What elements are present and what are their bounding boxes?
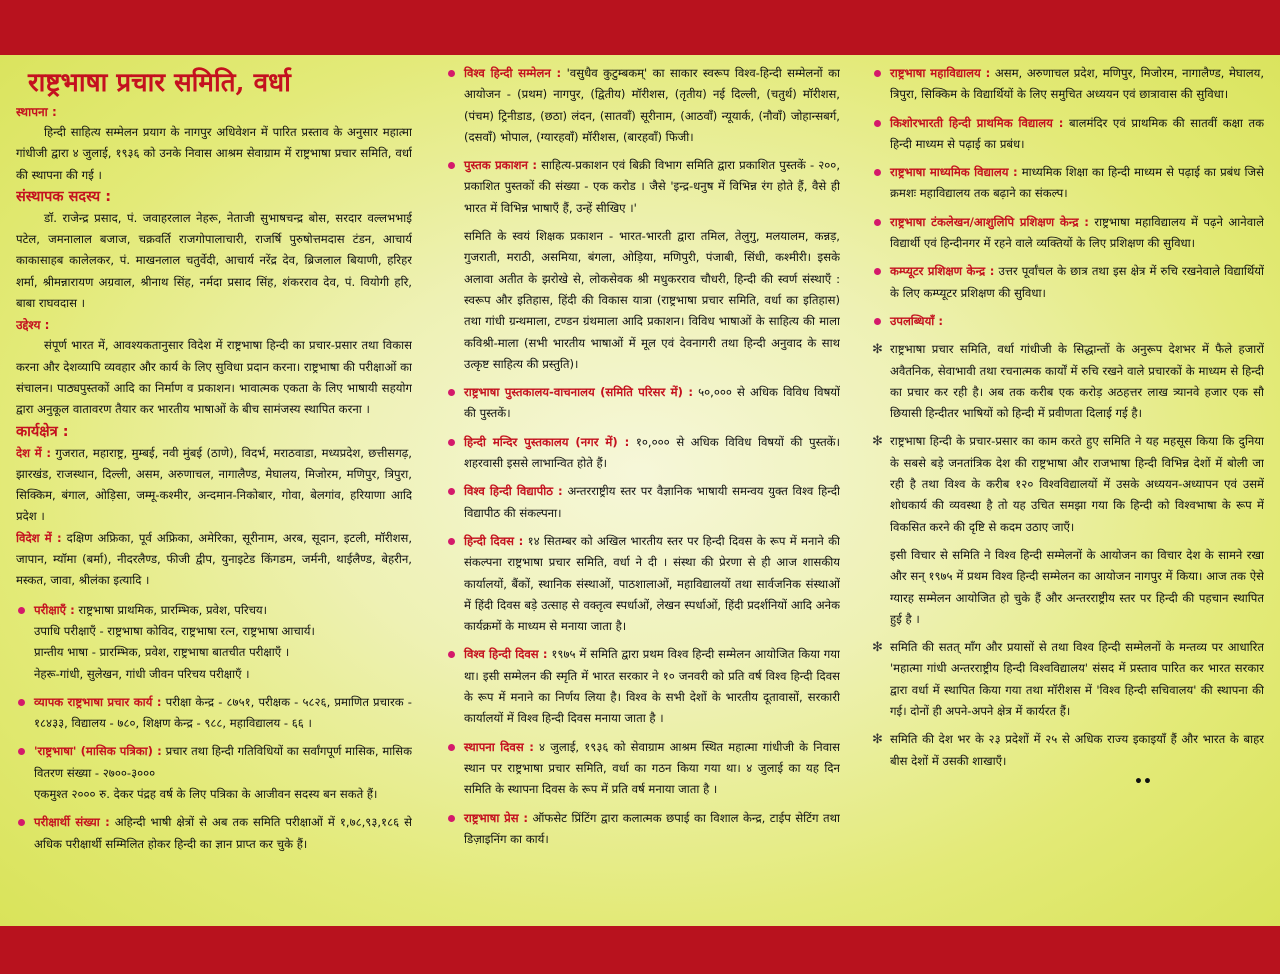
item-label: राष्ट्रभाषा पुस्तकालय-वाचनालय (समिति परिसर में) : [464, 385, 693, 400]
item-text: उत्तर पूर्वांचल के छात्र तथा इस क्षेत्र में रुचि रखनेवाले विद्यार्थियों के लिए कम्प्यूटर प्रशिक्षण की सुविधा। [890, 264, 1264, 300]
uddeshya-text: संपूर्ण भारत में, आवश्यकतानुसार विदेश में राष्ट्रभाषा हिन्दी का प्रचार-प्रसार तथा विकास करना और देशव्यापि व्यवहार और कार्य के लिए सुविधा प्रदान करना। राष्ट्रभाषा की परीक्षाओं का संचालन। पाठ्यपुस्तकों आदि का निर्माण व प्रकाशन। भावात्मक एकता के लिए भाषायी सहयोग द्वारा अनुकूल वातावरण तैयार कर भारतीय भाषाओं के बीच सामंजस्य स्थापित करना । [16, 338, 412, 417]
star-item [872, 431, 1264, 537]
list-item-pustak-prakashan [446, 155, 840, 219]
bullet-dot-icon [448, 439, 455, 446]
uddeshya-heading: उद्देश्य : [16, 318, 50, 333]
list-item-vidyapeeth [446, 481, 840, 524]
end-dots: •• [1134, 773, 1152, 790]
bullet-dot-icon [874, 169, 881, 176]
bullet-dot-icon [874, 219, 881, 226]
list-item-mahavidyalaya [872, 63, 1264, 106]
bullet-dot-icon [18, 699, 25, 706]
asterisk-icon: ✻ [872, 342, 883, 358]
item-text: 'वसुधैव कुटुम्बकम्' का साकार स्वरूप विश्व-हिन्दी सम्मेलनों का आयोजन - (प्रथम) नागपुर, (द्वितीय) मॉरीशस, (तृतीय) नई दिल्ली, (चतुर्थ) मॉरीशस, (पंचम) ट्रिनीडाड, (छठा) लंदन, (सातवाँ) सूरीनाम, (आठवाँ) न्यूयार्क, (नौवाँ) जोहान्सबर्ग, (दसवाँ) भोपाल, (ग्यारहवाँ) मॉरीशस, (बारहवाँ) फिजी। [464, 66, 840, 144]
list-item-press [446, 808, 840, 851]
item-label: राष्ट्रभाषा माध्यमिक विद्यालय : [890, 165, 1018, 180]
item-text: बालमंदिर एवं प्राथमिक की सातवीं कक्षा तक हिन्दी माध्यम से पढ़ाई का प्रबंध। [890, 115, 1264, 151]
bottom-red-band [0, 926, 1280, 974]
list-item-vyapak [16, 692, 412, 735]
bullet-dot-icon [448, 651, 455, 658]
item-text: असम, अरुणाचल प्रदेश, मणिपुर, मिजोरम, नागालैण्ड, मेघालय, त्रिपुरा, सिक्किम के विद्यार्थियों के लिए समुचित अध्ययन एवं छात्रावास की सुविधा। [890, 66, 1264, 102]
list-item-computer [872, 261, 1264, 304]
list-item-madhyamik [872, 162, 1264, 205]
brochure-sheet [0, 55, 1280, 926]
list-item-hindi-divas [446, 531, 840, 637]
parikshartha-text: अहिन्दी भाषी क्षेत्रों से अब तक समिति परीक्षाओं में १,७८,९३,१८६ से अधिक परीक्षार्थी सम्मिलित होकर हिन्दी का ज्ञान प्राप्त कर चुके हैं। [34, 815, 412, 851]
page-title: राष्ट्रभाषा प्रचार समिति, वर्धा [28, 68, 291, 98]
vyapak-label: व्यापक राष्ट्रभाषा प्रचार कार्य : [34, 694, 162, 709]
list-item-pustakalaya [446, 382, 840, 425]
item-label: राष्ट्रभाषा महाविद्यालय : [890, 66, 991, 80]
parikshayen-line: उपाधि परीक्षाएँ - राष्ट्रभाषा कोविद, राष्ट्रभाषा रत्न, राष्ट्रभाषा आचार्य। [34, 623, 315, 638]
patrika-label: 'राष्ट्रभाषा' (मासिक पत्रिका) : [34, 744, 162, 759]
item-label: स्थापना दिवस : [464, 739, 534, 754]
item-text: १४ सितम्बर को अखिल भारतीय स्तर पर हिन्दी दिवस के रूप में मनाने की संकल्पना राष्ट्रभाषा प्रचार समिति, वर्धा ने दी । संस्था की प्रेरणा से ही आज शासकीय कार्यालयों, बैंकों, स्थानिक संस्थाओं, पाठशालाओं, महाविद्यालयों तथा सार्वजनिक संस्थाओं में हिंदी दिवस बड़े उत्साह से वक्तृत्व स्पर्धाओं, लेखन स्पर्धाओं, हिंदी प्रदर्शनियों आदि अनेक कार्यक्रमों के माध्यम से मनाया जाता है। [464, 533, 840, 634]
star-text: राष्ट्रभाषा हिन्दी के प्रचार-प्रसार का काम करते हुए समिति ने यह महसूस किया कि दुनिया के सबसे बड़े जनतांत्रिक देश की राष्ट्रभाषा और राजभाषा हिन्दी विभिन्न देशों में बोली जा रही है तथा विश्व के करीब १२० विश्वविद्यालयों में उसके अध्ययन-अध्यापन एवं उसमें शोधकार्य की व्यवस्था है तो यह उचित समझा गया कि हिन्दी को विश्वभाषा के रूप में विकसित करने की दृष्टि से कदम उठाए जाएँ। [890, 434, 1264, 534]
item-text: साहित्य-प्रकाशन एवं बिक्री विभाग समिति द्वारा प्रकाशित पुस्तकें - २००, प्रकाशित पुस्तकों की संख्या - एक करोड । जैसे 'इन्द्र-धनुष में विभिन्न रंग होते हैं, वैसे ही भारत में विभिन्न भाषाएँ हैं, उन्हें सीखिए ।' [464, 158, 840, 215]
desh-text: गुजरात, महाराष्ट्र, मुम्बई, नवी मुंबई (ठाणे), विदर्भ, मराठवाडा, मध्यप्रदेश, छत्तीसगढ़, झारखंड, राजस्थान, दिल्ली, असम, अरुणाचल, नागालैण्ड, मेघालय, मिजोरम, मणिपुर, त्रिपुरा, सिक्किम, बंगाल, ओड़िसा, जम्मू-कश्मीर, अन्दमान-निकोबार, गोवा, बेलगांव, हरियाणा आदि प्रदेश । [16, 445, 412, 524]
bullet-dot-icon [874, 70, 881, 77]
asterisk-icon: ✻ [872, 732, 883, 748]
column-left [16, 55, 412, 926]
item-label: राष्ट्रभाषा प्रेस : [464, 810, 529, 825]
item-label: राष्ट्रभाषा टंकलेखन/आशुलिपि प्रशिक्षण केन्द्र : [890, 214, 1089, 229]
item-label: हिन्दी दिवस : [464, 533, 524, 548]
item-text: ५०,००० से अधिक विविध विषयों की पुस्तकें। [464, 385, 840, 421]
item-label: विश्व हिन्दी विद्यापीठ : [464, 484, 563, 499]
desh-paragraph [16, 443, 412, 528]
item-label: विश्व हिन्दी सम्मेलन : [464, 66, 562, 80]
item-text: अन्तरराष्ट्रीय स्तर पर वैज्ञानिक भाषायी समन्वय युक्त विश्व हिन्दी विद्यापीठ की संकल्पना। [464, 484, 840, 520]
star-item [872, 637, 1264, 722]
bullet-dot-icon [448, 538, 455, 545]
item-label: कम्प्यूटर प्रशिक्षण केन्द्र : [890, 264, 995, 279]
star-text: समिति की सतत् माँग और प्रयासों से तथा विश्व हिन्दी सम्मेलनों के मन्तव्य पर आधारित 'महात्मा गांधी अन्तरराष्ट्रीय हिन्दी विश्वविद्यालय' संसद में प्रस्ताव पारित कर भारत सरकार द्वारा वर्धा में स्थापित किया गया तथा मॉरीशस में 'विश्व हिन्दी सचिवालय' की स्थापना की गई। दोनों ही अपने-अपने क्षेत्र में कार्यरत हैं। [890, 640, 1264, 719]
item-text: १९७५ में समिति द्वारा प्रथम विश्व हिन्दी सम्मेलन आयोजित किया गया था। इसी सम्मेलन की स्मृति में भारत सरकार ने १० जनवरी को प्रति वर्ष विश्व हिन्दी दिवस के रूप में मनाने का निर्णय लिया है। विश्व के सभी देशों के भारतीय दूतावासों, सरकारी कार्यालयों में विश्व हिन्दी दिवस मनाया जाता है । [464, 647, 840, 726]
list-item-patrika [16, 741, 412, 805]
patrika-text-2: एकमुश्त २००० रु. देकर पंद्रह वर्ष के लिए पत्रिका के आजीवन सदस्य बन सकते हैं। [34, 787, 378, 802]
bullet-dot-icon [874, 318, 881, 325]
karyakshetra-heading: कार्यक्षेत्र : [16, 423, 69, 440]
item-label: विश्व हिन्दी दिवस : [464, 647, 548, 662]
bullet-dot-icon [874, 120, 881, 127]
list-item-kishorbharati [872, 113, 1264, 156]
bullet-dot-icon [448, 488, 455, 495]
list-item-parikshartha [16, 812, 412, 855]
bullet-dot-icon [18, 607, 25, 614]
bullet-dot-icon [18, 748, 25, 755]
sansthapak-text: डॉ. राजेन्द्र प्रसाद, पं. जवाहरलाल नेहरू, नेताजी सुभाषचन्द्र बोस, सरदार वल्लभभाई पटेल, जमनालाल बजाज, चक्रवर्ति राजगोपालाचारी, राजर्षि पुरुषोत्तमदास टंडन, आचार्य काकासाहब कालेलकर, पं. माखनलाल चतुर्वेदी, आचार्य नरेंद्र देव, ब्रिजलाल बियाणी, हरिहर शर्मा, श्रीमन्नारायण अग्रवाल, श्रीनाथ सिंह, नर्मदा प्रसाद सिंह, शंकरराव देव, पं. वियोगी हरि, बाबा राघवदास । [16, 210, 412, 311]
bullet-dot-icon [874, 268, 881, 275]
asterisk-icon: ✻ [872, 640, 883, 656]
sthapana-heading: स्थापना : [16, 105, 57, 119]
column-middle [446, 55, 840, 926]
bullet-dot-icon [448, 389, 455, 396]
videsh-paragraph [16, 528, 412, 592]
list-item-vishva-sammelan [446, 63, 840, 148]
star-text: समिति की देश भर के २३ प्रदेशों में २५ से अधिक राज्य इकाइयाँ हैं और भारत के बाहर बीस देशों में उसकी शाखाएँ। [890, 732, 1264, 768]
uplabdhiyan-heading: उपलब्धियाँ : [890, 313, 943, 328]
sammelan-paragraph: इसी विचार से समिति ने विश्व हिन्दी सम्मेलनों के आयोजन का विचार देश के सामने रखा और सन् १९७५ में प्रथम विश्व हिन्दी सम्मेलन का आयोजन नागपुर में किया। आज तक ऐसे ग्यारह सम्मेलन आयोजित हो चुके हैं और अन्तरराष्ट्रीय स्तर पर हिन्दी की पहचान स्थापित हुई है । [890, 547, 1264, 626]
asterisk-icon: ✻ [872, 434, 883, 450]
item-text: राष्ट्रभाषा महाविद्यालय में पढ़ने आनेवाले विद्यार्थी एवं हिन्दीनगर में रहने वाले व्यक्तियों के लिए प्रशिक्षण की सुविधा। [890, 214, 1264, 251]
list-item-sthapana-divas [446, 737, 840, 801]
list-item-mandir-pustakalaya [446, 432, 840, 475]
parikshayen-line: प्रान्तीय भाषा - प्रारम्भिक, प्रवेश, राष्ट्रभाषा बातचीत परीक्षाएँ । [34, 645, 290, 660]
item-text: माध्यमिक शिक्षा का हिन्दी माध्यम से पढ़ाई का प्रबंध जिसे क्रमशः महाविद्यालय तक बढ़ाने का संकल्प। [890, 165, 1264, 201]
videsh-text: दक्षिण अफ्रिका, पूर्व अफ्रिका, अमेरिका, सूरीनाम, अरब, सूदान, इटली, मॉरीशस, जापान, म्यॉमा (बर्मा), नीदरलैण्ड, फीजी द्वीप, युनाइटेड किंगडम, जर्मनी, थाईलैण्ड, बेहरीन, मस्कत, जावा, श्रीलंका इत्यादि । [16, 530, 412, 588]
bullet-dot-icon [18, 819, 25, 826]
item-text: ४ जुलाई, १९३६ को सेवाग्राम आश्रम स्थित महात्मा गांधीजी के निवास स्थान पर राष्ट्रभाषा प्रचार समिति, वर्धा का गठन किया गया था। ४ जुलाई का यह दिन समिति के स्थापना दिवस के रूप में प्रति वर्ष मनाया जाता है । [464, 739, 840, 797]
videsh-label: विदेश में : [16, 530, 62, 545]
patrika-text: प्रचार तथा हिन्दी गतिविधियों का सर्वांगपूर्ण मासिक, मासिक वितरण संख्या - २७००-३००० [34, 744, 412, 780]
bullet-dot-icon [448, 744, 455, 751]
star-text: राष्ट्रभाषा प्रचार समिति, वर्धा गांधीजी के सिद्धान्तों के अनुरूप देशभर में फैले हजारों अवैतनिक, सेवाभावी तथा रचनात्मक कार्यों में रुचि रखने वाले प्रचारकों के माध्यम से हिन्दी का प्रचार कर रही है। अब तक करीब एक करोड़ अठहत्तर लाख त्र्यानवे हजार एक सौ छियासी हिन्दीतर भाषियों को हिन्दी में प्रवीणता दिलाई गई है। [890, 342, 1264, 421]
column-right [872, 55, 1264, 926]
bullet-dot-icon [448, 162, 455, 169]
item-label: किशोरभारती हिन्दी प्राथमिक विद्यालय : [890, 115, 1064, 130]
desh-label: देश में : [16, 445, 52, 460]
star-item [872, 729, 1264, 772]
parikshartha-label: परीक्षार्थी संख्या : [34, 815, 110, 830]
sansthapak-heading: संस्थापक सदस्य : [16, 188, 111, 205]
prakashan-paragraph: समिति के स्वयं शिक्षक प्रकाशन - भारत-भारती द्वारा तमिल, तेलुगु, मलयालम, कन्नड़, गुजराती, मराठी, असमिया, बंगला, ओड़िया, मणिपुरी, पंजाबी, सिंधी, कश्मीरी। इसके अलावा अतीत के झरोखे से, लोकसेवक श्री मधुकरराव चौधरी, हिन्दी की स्वर्ण संस्थाएँ : स्वरूप और इतिहास, हिंदी की विकास यात्रा (राष्ट्रभाषा प्रचार समिति, वर्धा का इतिहास) तथा गांधी ग्रन्थमाला, टण्डन ग्रंथमाला आदि प्रकाशन। विविध भाषाओं के साहित्य की माला कविश्री-माला (सभी भारतीय भाषाओं में मूल एवं देवनागरी तथा हिन्दी अनुवाद के साथ उत्कृष्ट साहित्य की प्रस्तुति)। [464, 229, 840, 371]
list-item-uplabdhiyan [872, 311, 1264, 332]
vyapak-text: परीक्षा केन्द्र - ८७५१, परीक्षक - ५८२६, प्रमाणित प्रचारक - १८४३३, विद्यालय - ७८०, शिक्षण केन्द्र - ९८८, महाविद्यालय - ६६ । [34, 694, 412, 731]
sthapana-text: हिन्दी साहित्य सम्मेलन प्रयाग के नागपुर अधिवेशन में पारित प्रस्ताव के अनुसार महात्मा गांधीजी द्वारा ४ जुलाई, १९३६ को उनके निवास आश्रम सेवाग्राम में राष्ट्रभाषा प्रचार समिति, वर्धा की स्थापना की गई । [16, 125, 412, 182]
star-item [872, 339, 1264, 424]
top-red-band [0, 0, 1280, 55]
parikshayen-text: राष्ट्रभाषा प्राथमिक, प्रारम्भिक, प्रवेश, परिचय। [78, 602, 268, 617]
item-label: हिन्दी मन्दिर पुस्तकालय (नगर में) : [464, 434, 630, 449]
list-item-parikshayen [16, 600, 412, 685]
item-text: ऑफसेट प्रिंटिंग द्वारा कलात्मक छपाई का विशाल केन्द्र, टाईप सेटिंग तथा डिज़ाइनिंग का कार्य। [464, 810, 840, 846]
list-item-vishva-hindi-divas [446, 644, 840, 729]
parikshayen-line: नेहरू-गांधी, सुलेखन, गांधी जीवन परिचय परीक्षाएँ । [34, 666, 250, 681]
parikshayen-label: परीक्षाएँ : [34, 602, 75, 617]
list-item-tankalekhan [872, 212, 1264, 255]
item-label: पुस्तक प्रकाशन : [464, 158, 537, 173]
bullet-dot-icon [448, 815, 455, 822]
item-text: १०,००० से अधिक विविध विषयों की पुस्तकें। शहरवासी इससे लाभान्वित होते हैं। [464, 434, 840, 471]
bullet-dot-icon [448, 70, 455, 77]
